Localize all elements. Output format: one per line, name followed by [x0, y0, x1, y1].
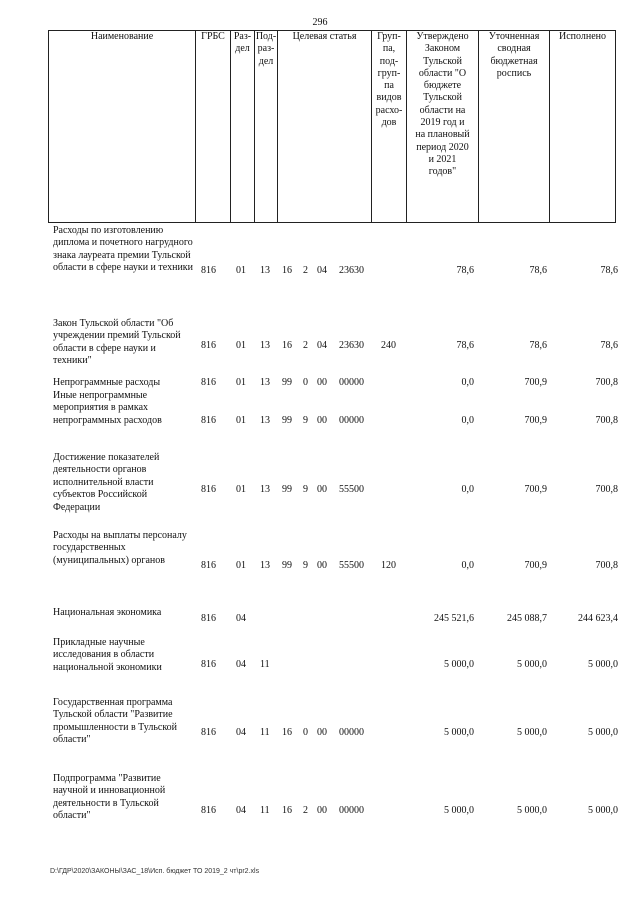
row-executed: 78,6 [600, 340, 618, 351]
row-approved: 5 000,0 [444, 727, 474, 738]
header-executed: Исполнено [558, 31, 606, 42]
row-target-direction: 00000 [339, 727, 364, 738]
row-podrazdel: 13 [260, 377, 270, 388]
row-target-event: 04 [317, 340, 327, 351]
row-grbs: 816 [201, 340, 216, 351]
row-approved: 5 000,0 [444, 659, 474, 670]
column-divider [277, 30, 278, 223]
header-grbs: ГРБС [201, 31, 225, 42]
row-razdel: 04 [236, 613, 246, 624]
row-target-event: 00 [317, 415, 327, 426]
row-target-subprogram: 9 [303, 560, 308, 571]
row-expense-type: 120 [381, 560, 396, 571]
row-approved: 0,0 [461, 415, 474, 426]
row-razdel: 04 [236, 727, 246, 738]
row-grbs: 816 [201, 377, 216, 388]
row-podrazdel: 13 [260, 340, 270, 351]
row-target-direction: 55500 [339, 484, 364, 495]
row-razdel: 01 [236, 484, 246, 495]
row-executed: 700,8 [595, 484, 618, 495]
row-razdel: 01 [236, 560, 246, 571]
row-approved: 78,6 [456, 265, 474, 276]
column-divider [230, 30, 231, 223]
header-approved: Утверждено Законом Тульской области "О бюджете Тульской области на 2019 год и на плановый период 2020 и 2021 годов" [415, 31, 470, 178]
row-grbs: 816 [201, 805, 216, 816]
header-podrazdel: Под- раз- дел [255, 31, 277, 67]
row-razdel: 01 [236, 415, 246, 426]
row-target-program: 99 [282, 415, 292, 426]
row-podrazdel: 13 [260, 415, 270, 426]
row-target-direction: 00000 [339, 805, 364, 816]
row-razdel: 01 [236, 265, 246, 276]
row-grbs: 816 [201, 560, 216, 571]
row-target-direction: 23630 [339, 265, 364, 276]
row-name: Достижение показателей деятельности органов исполнительной власти субъектов Российской Федерации [53, 452, 160, 513]
page-number: 296 [312, 17, 328, 28]
row-target-program: 16 [282, 805, 292, 816]
column-divider [195, 30, 196, 223]
row-target-subprogram: 9 [303, 415, 308, 426]
row-approved: 5 000,0 [444, 805, 474, 816]
row-target-program: 16 [282, 340, 292, 351]
row-revised: 5 000,0 [517, 805, 547, 816]
row-target-program: 99 [282, 484, 292, 495]
row-approved: 78,6 [456, 340, 474, 351]
row-revised: 78,6 [529, 265, 547, 276]
row-target-program: 99 [282, 560, 292, 571]
row-podrazdel: 11 [260, 659, 270, 670]
row-razdel: 01 [236, 340, 246, 351]
row-approved: 0,0 [461, 560, 474, 571]
row-podrazdel: 13 [260, 484, 270, 495]
row-target-subprogram: 2 [303, 265, 308, 276]
row-revised: 78,6 [529, 340, 547, 351]
row-revised: 700,9 [524, 484, 547, 495]
row-target-event: 00 [317, 560, 327, 571]
row-grbs: 816 [201, 265, 216, 276]
row-target-program: 16 [282, 265, 292, 276]
row-revised: 700,9 [524, 560, 547, 571]
header-name: Наименование [90, 31, 154, 42]
row-name: Прикладные научные исследования в области национальной экономики [53, 637, 162, 673]
row-expense-type: 240 [381, 340, 396, 351]
row-executed: 78,6 [600, 265, 618, 276]
row-grbs: 816 [201, 613, 216, 624]
row-target-program: 16 [282, 727, 292, 738]
header-razdel: Раз- дел [233, 31, 252, 55]
row-target-subprogram: 9 [303, 484, 308, 495]
row-executed: 5 000,0 [588, 727, 618, 738]
row-target-subprogram: 2 [303, 340, 308, 351]
row-target-subprogram: 0 [303, 377, 308, 388]
row-target-program: 99 [282, 377, 292, 388]
row-target-subprogram: 0 [303, 727, 308, 738]
row-revised: 700,9 [524, 377, 547, 388]
row-approved: 245 521,6 [434, 613, 474, 624]
row-podrazdel: 11 [260, 727, 270, 738]
row-revised: 245 088,7 [507, 613, 547, 624]
row-target-event: 00 [317, 484, 327, 495]
row-approved: 0,0 [461, 484, 474, 495]
row-executed: 5 000,0 [588, 659, 618, 670]
row-podrazdel: 13 [260, 560, 270, 571]
header-revised: Уточненная сводная бюджетная роспись [488, 31, 540, 79]
row-executed: 244 623,4 [578, 613, 618, 624]
row-podrazdel: 13 [260, 265, 270, 276]
row-name: Расходы на выплаты персоналу государственных (муниципальных) органов [53, 530, 187, 566]
footer-file-path: D:\ГДР\2020\ЗАКОНЫ\ЗАС_18\Исп. бюджет ТО 2019_2 чт\pr2.xls [50, 868, 260, 875]
row-revised: 700,9 [524, 415, 547, 426]
row-grbs: 816 [201, 727, 216, 738]
row-executed: 700,8 [595, 560, 618, 571]
header-target: Целевая статья [292, 31, 357, 42]
row-razdel: 04 [236, 805, 246, 816]
row-target-event: 00 [317, 727, 327, 738]
row-razdel: 04 [236, 659, 246, 670]
row-revised: 5 000,0 [517, 659, 547, 670]
row-podrazdel: 11 [260, 805, 270, 816]
row-target-event: 00 [317, 377, 327, 388]
row-name: Государственная программа Тульской области "Развитие промышленности в Тульской области" [53, 697, 178, 746]
row-revised: 5 000,0 [517, 727, 547, 738]
row-target-direction: 55500 [339, 560, 364, 571]
row-name: Непрограммные расходы [53, 377, 161, 388]
row-executed: 700,8 [595, 415, 618, 426]
row-target-event: 04 [317, 265, 327, 276]
row-grbs: 816 [201, 415, 216, 426]
row-target-direction: 00000 [339, 377, 364, 388]
row-target-direction: 23630 [339, 340, 364, 351]
row-grbs: 816 [201, 484, 216, 495]
row-target-subprogram: 2 [303, 805, 308, 816]
row-approved: 0,0 [461, 377, 474, 388]
row-target-direction: 00000 [339, 415, 364, 426]
row-executed: 5 000,0 [588, 805, 618, 816]
header-group: Груп- па, под- груп- па видов расхо- дов [375, 31, 403, 129]
column-divider [549, 30, 550, 223]
row-executed: 700,8 [595, 377, 618, 388]
row-razdel: 01 [236, 377, 246, 388]
row-name: Национальная экономика [53, 607, 162, 618]
row-name: Иные непрограммные мероприятия в рамках непрограммных расходов [53, 390, 162, 426]
row-target-event: 00 [317, 805, 327, 816]
row-name: Подпрограмма "Развитие научной и инновационной деятельности в Тульской области" [53, 773, 166, 822]
row-name: Расходы по изготовлению диплома и почетного нагрудного знака лауреата премии Тульской области в сфере науки и техники [53, 225, 193, 274]
row-name: Закон Тульской области "Об учреждении премий Тульской области в сфере науки и техники" [53, 318, 181, 367]
row-grbs: 816 [201, 659, 216, 670]
